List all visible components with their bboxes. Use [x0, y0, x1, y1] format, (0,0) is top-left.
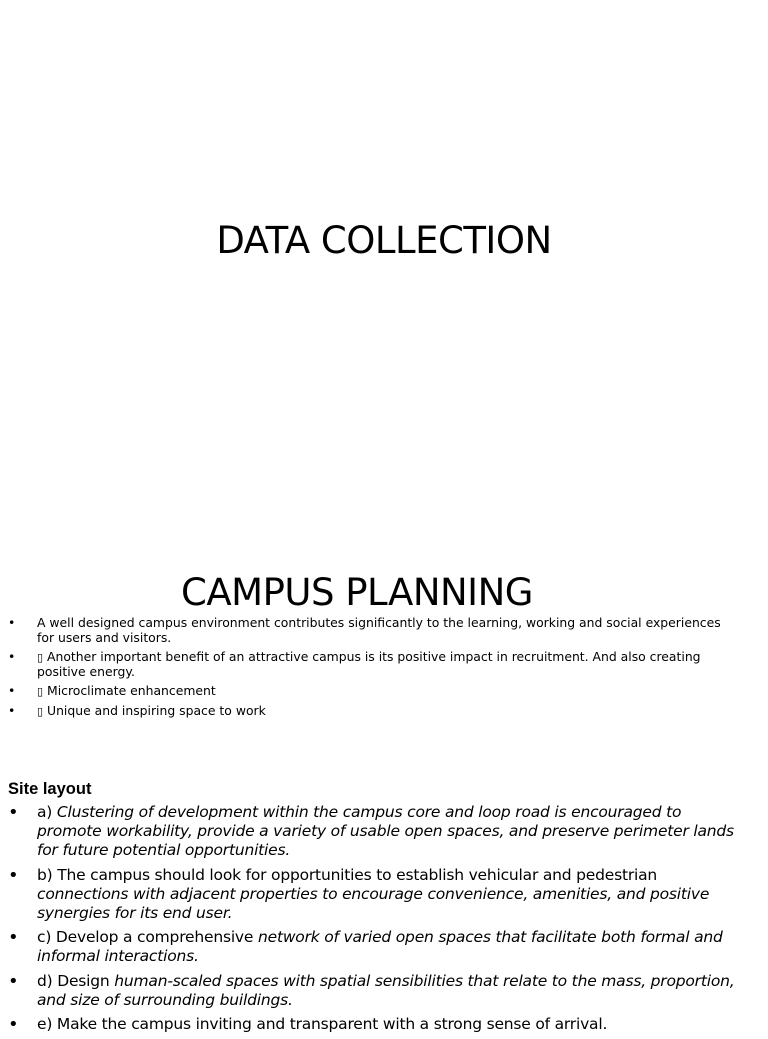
- item-italic-text: Clustering of development within the campus core and loop road is encouraged to promote workability, provide a variety of usable open spaces, and preserve perimeter lands for future potential opportunities.: [37, 803, 734, 860]
- list-item: [0, 972, 768, 1010]
- item-prefix: d) Design: [37, 971, 115, 990]
- list-item: [0, 803, 768, 861]
- bullet-icon: •: [8, 1014, 19, 1036]
- list-item: [0, 704, 768, 720]
- bullet-icon: •: [8, 702, 16, 718]
- item-prefix: e) Make the campus inviting and transparent with a strong sense of arrival.: [37, 1015, 608, 1034]
- site-layout-list: [0, 803, 768, 1039]
- item-prefix: c) Develop a comprehensive: [37, 928, 258, 947]
- bullet-icon: •: [8, 970, 19, 992]
- bullet-text: Microclimate enhancement: [43, 683, 216, 699]
- missing-glyph-icon: ▯: [37, 650, 44, 664]
- list-item: [0, 616, 768, 646]
- campus-benefits-list: [0, 616, 768, 724]
- item-prefix: a): [37, 803, 57, 821]
- list-item: [0, 684, 768, 700]
- bullet-icon: •: [8, 615, 16, 630]
- missing-glyph-icon: ▯: [37, 704, 44, 718]
- bullet-text: Another important benefit of an attractive campus is its positive impact in recruitment. And also creating positive energy.: [37, 648, 701, 680]
- missing-glyph-icon: ▯: [37, 685, 44, 699]
- bullet-icon: •: [8, 648, 16, 664]
- bullet-text: A well designed campus environment contributes significantly to the learning, working and social experiences for users and visitors.: [37, 615, 721, 645]
- item-italic-text: network of varied open spaces that facilitate both formal and informal interactions.: [37, 928, 723, 966]
- slide-title-data-collection: DATA COLLECTION: [216, 219, 552, 262]
- list-item: [0, 1015, 768, 1034]
- item-prefix: b) The campus should look for opportunities to establish vehicular and pedestrian: [37, 865, 658, 884]
- bullet-icon: •: [8, 927, 19, 949]
- list-item: [0, 650, 768, 681]
- bullet-icon: •: [8, 864, 19, 886]
- item-italic-text: human-scaled spaces with spatial sensibilities that relate to the mass, proportion, and size of surrounding buildings.: [37, 971, 735, 1009]
- section-heading-site-layout: Site layout: [8, 780, 92, 798]
- slide-title-campus-planning: CAMPUS PLANNING: [181, 571, 533, 614]
- bullet-icon: •: [8, 802, 19, 823]
- list-item: [0, 866, 768, 924]
- bullet-icon: •: [8, 683, 16, 699]
- bullet-text: Unique and inspiring space to work: [43, 702, 266, 718]
- list-item: [0, 928, 768, 966]
- item-italic-text: connections with adjacent properties to encourage convenience, amenities, and positive synergies for its end user.: [37, 884, 710, 923]
